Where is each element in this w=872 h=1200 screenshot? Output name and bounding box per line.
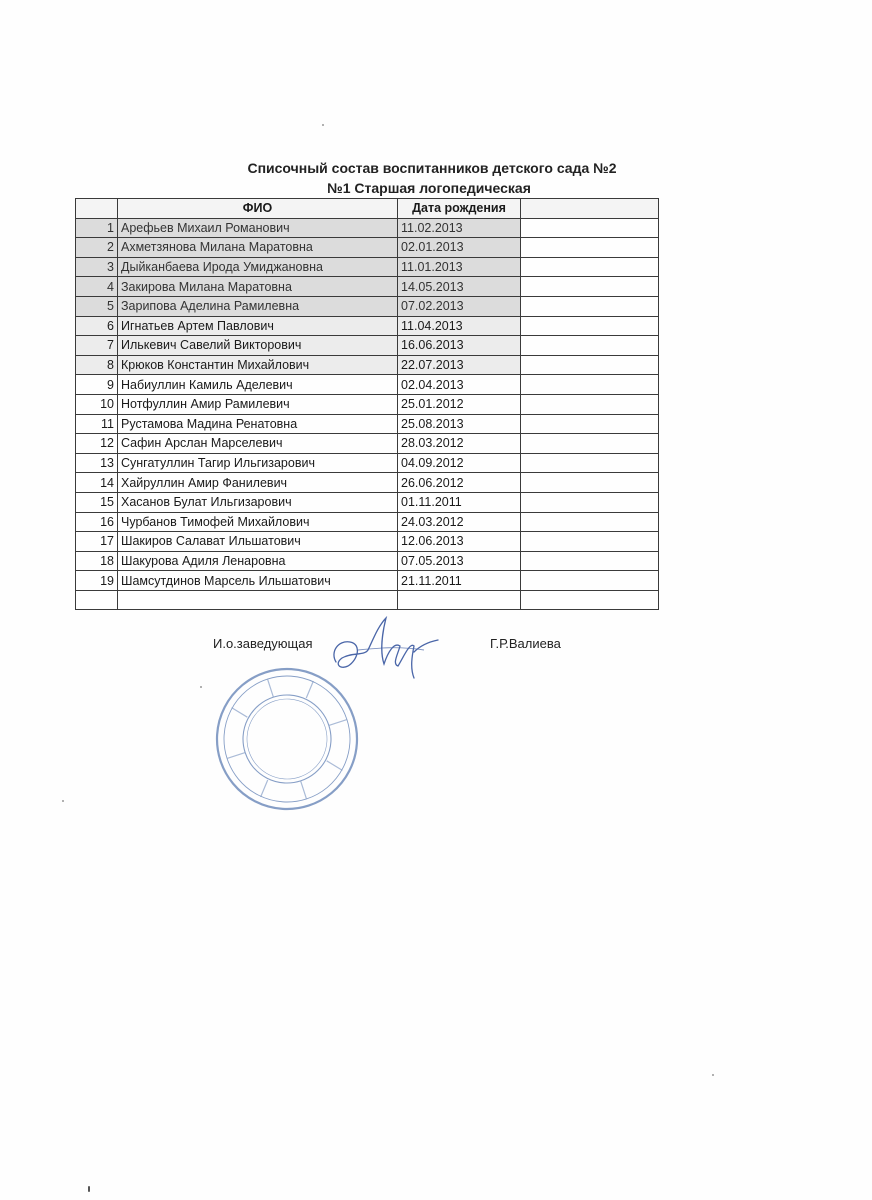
table-row [76, 414, 659, 434]
scan-speck [88, 1186, 90, 1192]
header-number [76, 199, 118, 219]
child-name: Рустамова Мадина Ренатовна [118, 414, 398, 434]
child-name: Сафин Арслан Марселевич [118, 434, 398, 454]
birth-date: 11.01.2013 [398, 257, 521, 277]
table-body [76, 218, 659, 610]
table-row [76, 218, 659, 238]
child-name: Закирова Милана Маратовна [118, 277, 398, 297]
extra-cell [521, 355, 659, 375]
birth-date: 12.06.2013 [398, 532, 521, 552]
row-number: 16 [76, 512, 118, 532]
table-row [76, 492, 659, 512]
extra-cell [521, 590, 659, 610]
signatory-position: И.о.заведующая [213, 636, 313, 651]
row-number: 3 [76, 257, 118, 277]
extra-cell [521, 257, 659, 277]
table-row [76, 434, 659, 454]
extra-cell [521, 414, 659, 434]
table-row [76, 512, 659, 532]
birth-date: 07.05.2013 [398, 551, 521, 571]
child-name: Крюков Константин Михайлович [118, 355, 398, 375]
birth-date: 25.01.2012 [398, 394, 521, 414]
child-name: Шакурова Адиля Ленаровна [118, 551, 398, 571]
child-name: Зарипова Аделина Рамилевна [118, 296, 398, 316]
birth-date: 21.11.2011 [398, 571, 521, 591]
extra-cell [521, 277, 659, 297]
roster-table [75, 198, 659, 610]
child-name: Чурбанов Тимофей Михайлович [118, 512, 398, 532]
child-name: Арефьев Михаил Романович [118, 218, 398, 238]
child-name: Хасанов Булат Ильгизарович [118, 492, 398, 512]
child-name: Шакиров Салават Ильшатович [118, 532, 398, 552]
extra-cell [521, 434, 659, 454]
table-row [76, 238, 659, 258]
document-title [0, 160, 872, 176]
row-number [76, 590, 118, 610]
extra-cell [521, 238, 659, 258]
birth-date: 26.06.2012 [398, 473, 521, 493]
child-name: Набиуллин Камиль Аделевич [118, 375, 398, 395]
child-name: Ахметзянова Милана Маратовна [118, 238, 398, 258]
row-number: 2 [76, 238, 118, 258]
row-number: 13 [76, 453, 118, 473]
table-row [76, 296, 659, 316]
row-number: 10 [76, 394, 118, 414]
row-number: 14 [76, 473, 118, 493]
row-number: 11 [76, 414, 118, 434]
birth-date: 14.05.2013 [398, 277, 521, 297]
extra-cell [521, 296, 659, 316]
extra-cell [521, 336, 659, 356]
row-number: 12 [76, 434, 118, 454]
header-extra [521, 199, 659, 219]
table-row [76, 473, 659, 493]
row-number: 5 [76, 296, 118, 316]
table-row [76, 551, 659, 571]
row-number: 19 [76, 571, 118, 591]
row-number: 18 [76, 551, 118, 571]
extra-cell [521, 394, 659, 414]
row-number: 7 [76, 336, 118, 356]
table-row [76, 394, 659, 414]
child-name: Илькевич Савелий Викторович [118, 336, 398, 356]
row-number: 6 [76, 316, 118, 336]
row-number: 17 [76, 532, 118, 552]
birth-date: 25.08.2013 [398, 414, 521, 434]
extra-cell [521, 316, 659, 336]
table-row [76, 336, 659, 356]
header-name: ФИО [118, 199, 398, 219]
child-name: Игнатьев Артем Павлович [118, 316, 398, 336]
child-name [118, 590, 398, 610]
row-number: 1 [76, 218, 118, 238]
extra-cell [521, 375, 659, 395]
extra-cell [521, 453, 659, 473]
title-line-1: Списочный состав воспитанников детского сада №2 [247, 160, 617, 176]
table-row [76, 571, 659, 591]
scan-speck [322, 124, 324, 126]
birth-date: 16.06.2013 [398, 336, 521, 356]
table-row [76, 453, 659, 473]
birth-date: 28.03.2012 [398, 434, 521, 454]
birth-date: 01.11.2011 [398, 492, 521, 512]
child-name: Нотфуллин Амир Рамилевич [118, 394, 398, 414]
extra-cell [521, 551, 659, 571]
scan-speck [62, 800, 64, 802]
scan-speck [712, 1074, 714, 1076]
document-subtitle [0, 180, 872, 196]
extra-cell [521, 473, 659, 493]
birth-date: 22.07.2013 [398, 355, 521, 375]
table-row [76, 277, 659, 297]
table-row [76, 257, 659, 277]
table-row [76, 355, 659, 375]
title-line-2: №1 Старшая логопедическая [327, 180, 531, 196]
birth-date: 02.04.2013 [398, 375, 521, 395]
birth-date: 04.09.2012 [398, 453, 521, 473]
table-header-row [76, 199, 659, 219]
row-number: 4 [76, 277, 118, 297]
row-number: 8 [76, 355, 118, 375]
row-number: 15 [76, 492, 118, 512]
birth-date: 02.01.2013 [398, 238, 521, 258]
birth-date: 07.02.2013 [398, 296, 521, 316]
child-name: Дыйканбаева Ирода Умиджановна [118, 257, 398, 277]
extra-cell [521, 492, 659, 512]
header-birth-date: Дата рождения [398, 199, 521, 219]
birth-date: 11.04.2013 [398, 316, 521, 336]
birth-date: 24.03.2012 [398, 512, 521, 532]
child-name: Шамсутдинов Марсель Ильшатович [118, 571, 398, 591]
extra-cell [521, 532, 659, 552]
table-row [76, 375, 659, 395]
extra-cell [521, 218, 659, 238]
official-stamp [212, 664, 362, 814]
child-name: Хайруллин Амир Фанилевич [118, 473, 398, 493]
extra-cell [521, 571, 659, 591]
birth-date [398, 590, 521, 610]
scan-speck [200, 686, 202, 688]
birth-date: 11.02.2013 [398, 218, 521, 238]
signatory-name: Г.Р.Валиева [490, 636, 561, 651]
extra-cell [521, 512, 659, 532]
row-number: 9 [76, 375, 118, 395]
table-row [76, 590, 659, 610]
table-row [76, 532, 659, 552]
table-row [76, 316, 659, 336]
child-name: Сунгатуллин Тагир Ильгизарович [118, 453, 398, 473]
